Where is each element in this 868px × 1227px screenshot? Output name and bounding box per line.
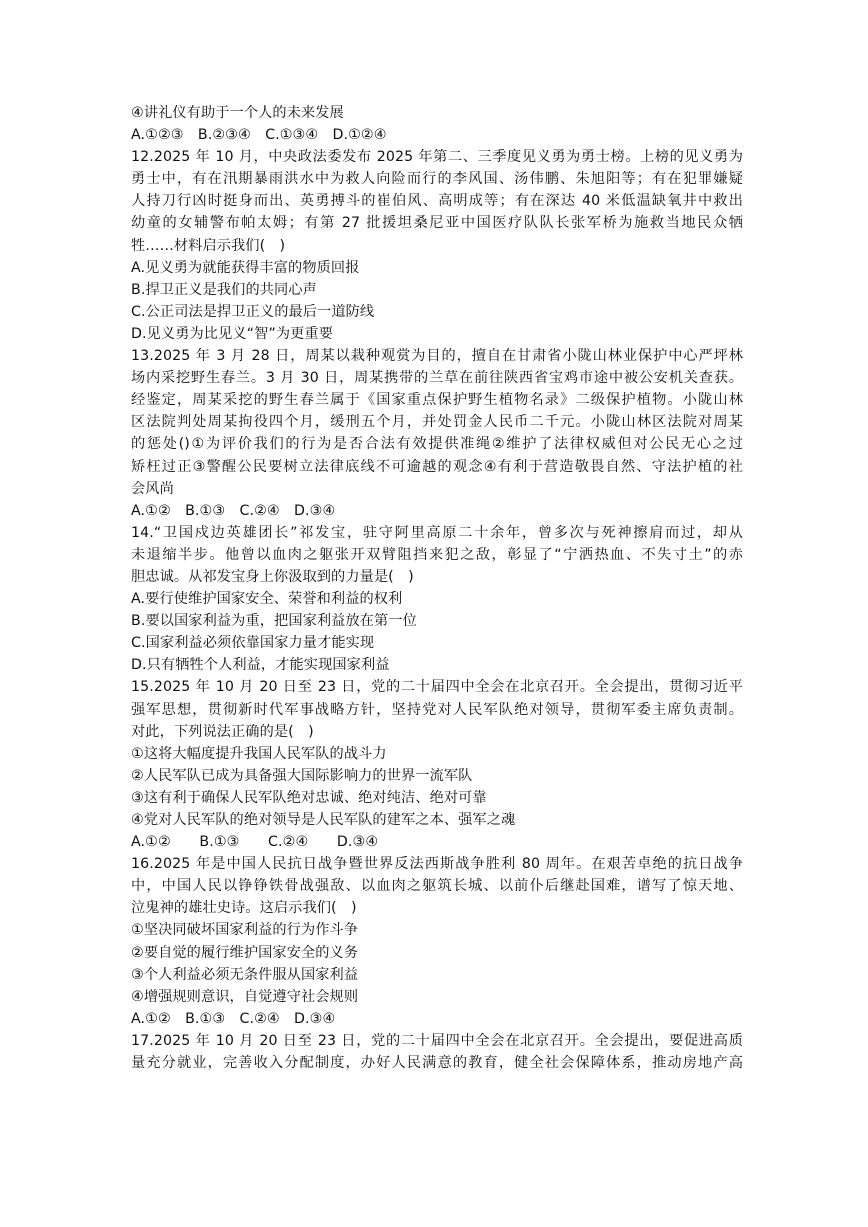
text-line: A.见义勇为就能获得丰富的物质回报 xyxy=(131,259,360,276)
text-line: 区法院判处周某拘役四个月，缓刑五个月，并处罚金人民币二千元。小陇山林区法院对周某 xyxy=(131,414,743,431)
text-line: 幼童的女辅警布帕太姆；有第 27 批援坦桑尼亚中国医疗队队长张军桥为施救当地民众牺 xyxy=(131,215,743,232)
text-line: C.公正司法是捍卫正义的最后一道防线 xyxy=(131,303,375,320)
text-line: D.只有牺牲个人利益，才能实现国家利益 xyxy=(131,657,390,674)
text-line: B.捍卫正义是我们的共同心声 xyxy=(131,281,317,298)
text-line: 量充分就业，完善收入分配制度，办好人民满意的教育，健全社会保障体系，推动房地产高 xyxy=(131,1055,743,1072)
text-line: ②人民军队已成为具备强大国际影响力的世界一流军队 xyxy=(131,767,473,784)
text-line: 强军思想，贯彻新时代军事战略方针，坚持党对人民军队绝对领导，贯彻军委主席负责制。 xyxy=(131,701,743,718)
text-line: 胆忠诚。从祁发宝身上你汲取到的力量是( ) xyxy=(131,568,414,585)
text-line: 泣鬼神的雄壮史诗。这启示我们( ) xyxy=(131,900,357,917)
text-line: ③这有利于确保人民军队绝对忠诚、绝对纯洁、绝对可靠 xyxy=(131,789,487,806)
text-line: ②要自觉的履行维护国家安全的义务 xyxy=(131,944,359,961)
text-line: 会风尚 xyxy=(131,480,174,497)
text-line: 的惩处()①为评价我们的行为是否合法有效提供准绳②维护了法律权威但对公民无心之过 xyxy=(131,436,743,453)
text-line: A.①②③ B.②③④ C.①③④ D.①②④ xyxy=(131,127,387,144)
text-line: ③个人利益必须无条件服从国家利益 xyxy=(131,966,359,983)
text-line: A.要行使维护国家安全、荣誉和利益的权利 xyxy=(131,591,403,608)
text-line: 16.2025 年是中国人民抗日战争暨世界反法西斯战争胜利 80 周年。在艰苦卓绝的抗日战争 xyxy=(131,856,743,873)
text-line: D.见义勇为比见义“智”为更重要 xyxy=(131,325,333,342)
text-line: 12.2025 年 10 月，中央政法委发布 2025 年第二、三季度见义勇为勇士榜。上榜的见义勇为 xyxy=(131,149,743,166)
text-line: 15.2025 年 10 月 20 日至 23 日，党的二十届四中全会在北京召开。全会提出，贯彻习近平 xyxy=(131,679,743,696)
text-line: 经鉴定，周某采挖的野生春兰属于《国家重点保护野生植物名录》二级保护植物。小陇山林 xyxy=(131,392,743,409)
text-line: 中，中国人民以铮铮铁骨战强敌、以血肉之躯筑长城、以前仆后继赴国难，谱写了惊天地、 xyxy=(131,878,743,895)
text-line: A.①② B.①③ C.②④ D.③④ xyxy=(131,834,379,851)
text-line: 牲……材料启示我们( ) xyxy=(131,237,286,254)
text-line: 人持刀行凶时挺身而出、英勇搏斗的崔伯风、高明成等；有在深达 40 米低温缺氧井中救出 xyxy=(131,193,743,210)
text-line: 矫枉过正③警醒公民要树立法律底线不可逾越的观念④有利于营造敬畏自然、守法护植的社 xyxy=(131,458,743,475)
text-line: 13.2025 年 3 月 28 日，周某以栽种观赏为目的，擅自在甘肃省小陇山林业保护中心严坪林 xyxy=(131,348,743,365)
text-line: ①这将大幅度提升我国人民军队的战斗力 xyxy=(131,745,387,762)
text-line: 场内采挖野生春兰。3 月 30 日，周某携带的兰草在前往陕西省宝鸡市途中被公安机关查获。 xyxy=(131,370,743,387)
text-line: ④讲礼仪有助于一个人的未来发展 xyxy=(131,105,344,121)
text-line: A.①② B.①③ C.②④ D.③④ xyxy=(131,502,336,519)
text-line: 未退缩半步。他曾以血肉之躯张开双臂阻挡来犯之敌，彰显了“宁洒热血、不失寸土”的赤 xyxy=(131,546,743,563)
text-line: 17.2025 年 10 月 20 日至 23 日，党的二十届四中全会在北京召开。全会提出，要促进高质 xyxy=(131,1032,743,1049)
text-line: 14.“卫国戍边英雄团长”祁发宝，驻守阿里高原二十余年，曾多次与死神擦肩而过，却从 xyxy=(131,524,743,541)
text-line: 对此，下列说法正确的是( ) xyxy=(131,723,314,740)
text-line: ④增强规则意识，自觉遵守社会规则 xyxy=(131,988,359,1005)
text-line: A.①② B.①③ C.②④ D.③④ xyxy=(131,1010,336,1027)
text-line: ④党对人民军队的绝对领导是人民军队的建军之本、强军之魂 xyxy=(131,812,516,828)
text-line: ①坚决同破坏国家利益的行为作斗争 xyxy=(131,922,359,939)
text-line: B.要以国家利益为重，把国家利益放在第一位 xyxy=(131,613,417,630)
text-line: 勇士中，有在汛期暴雨洪水中为救人向险而行的李风国、汤伟鹏、朱旭阳等；有在犯罪嫌疑 xyxy=(131,171,743,188)
document-page xyxy=(131,102,743,1074)
text-line: C.国家利益必须依靠国家力量才能实现 xyxy=(131,635,375,652)
